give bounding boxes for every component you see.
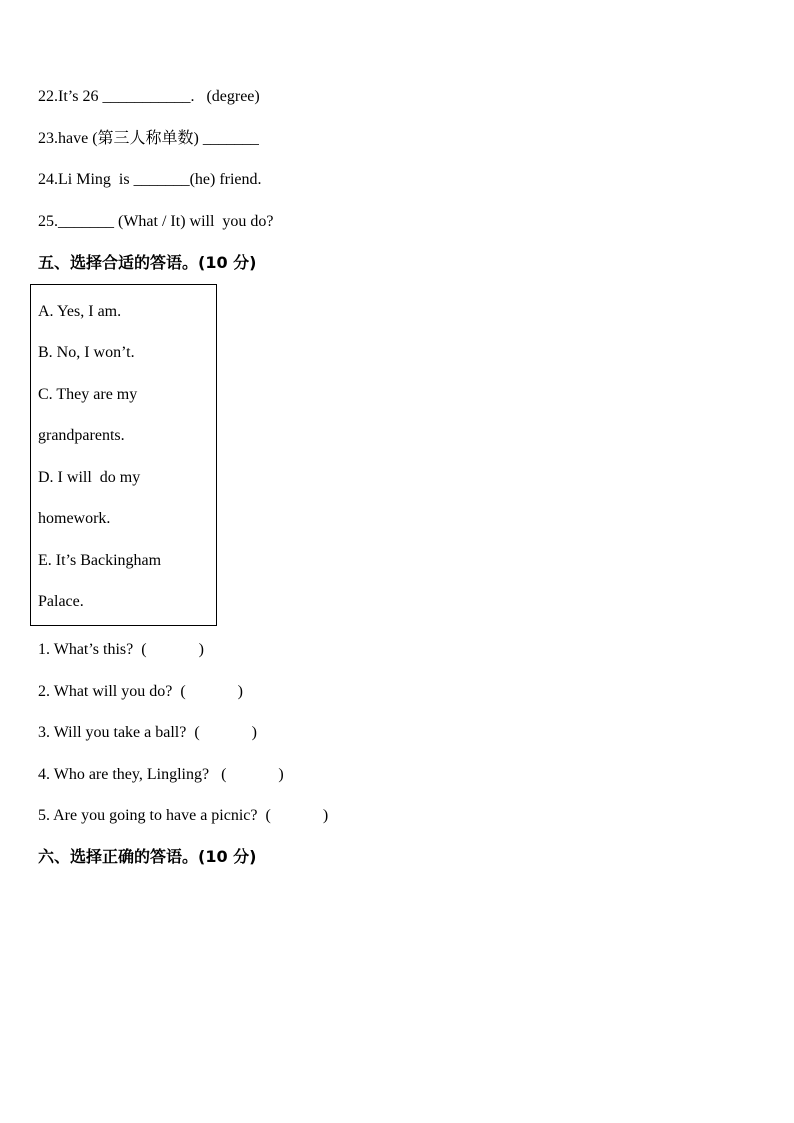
question-3: 3. Will you take a ball? ( ) bbox=[38, 724, 258, 741]
section-6-heading: 六、选择正确的答语。(10 分) bbox=[38, 847, 257, 866]
fill-item-22: 22.It’s 26 ___________. (degree) bbox=[38, 88, 260, 105]
question-1: 1. What’s this? ( ) bbox=[38, 641, 204, 658]
section-5-heading: 五、选择合适的答语。(10 分) bbox=[38, 253, 257, 272]
choice-d-line2: homework. bbox=[38, 510, 111, 527]
choice-e-line1: E. It’s Backingham bbox=[38, 552, 162, 569]
choice-a: A. Yes, I am. bbox=[38, 303, 122, 320]
choice-e-line2: Palace. bbox=[38, 593, 84, 610]
fill-item-24: 24.Li Ming is _______(he) friend. bbox=[38, 171, 262, 188]
choice-c-line2: grandparents. bbox=[38, 427, 125, 444]
fill-item-25: 25._______ (What / It) will you do? bbox=[38, 213, 274, 230]
fill-item-23: 23.have (第三人称单数) _______ bbox=[38, 130, 259, 147]
question-4: 4. Who are they, Lingling? ( ) bbox=[38, 766, 284, 783]
choice-b: B. No, I won’t. bbox=[38, 344, 135, 361]
question-5: 5. Are you going to have a picnic? ( ) bbox=[38, 807, 329, 824]
question-2: 2. What will you do? ( ) bbox=[38, 683, 244, 700]
choice-c-line1: C. They are my bbox=[38, 386, 138, 403]
answer-choices-box bbox=[30, 284, 217, 626]
choice-d-line1: D. I will do my bbox=[38, 469, 141, 486]
